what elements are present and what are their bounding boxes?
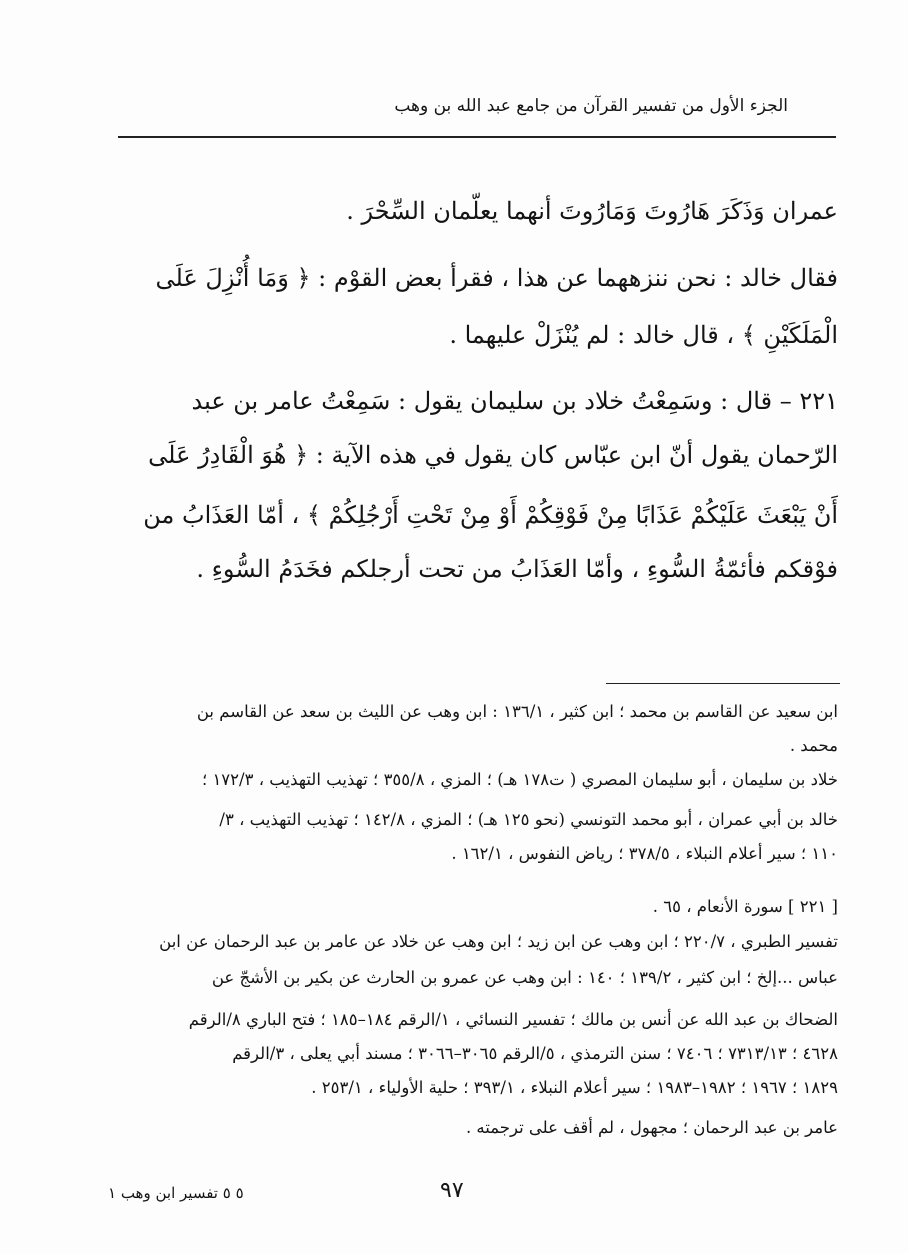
footnote-line: محمد . — [789, 736, 838, 755]
footnote-line: ١١٠ ؛ سير أعلام النبلاء ، ٣٧٨/٥ ؛ رياض النفوس ، ١٦٢/١ . — [451, 844, 838, 863]
footnote-line: خالد بن أبي عمران ، أبو محمد التونسي (نحو ١٢٥ هـ) ؛ المزي ، ١٤٢/٨ ؛ تهذيب التهذيب ، ٣/ — [219, 810, 838, 829]
main-text-line: فقال خالد : نحن ننزههما عن هذا ، فقرأ بعض القوْم : ﴿ وَمَا أُنْزِلَ عَلَى — [155, 264, 838, 292]
footnote-line: عباس ...إلخ ؛ ابن كثير ، ١٣٩/٢ ؛ ١٤٠ : ابن وهب عن عمرو بن الحارث عن بكير بن الأشجّ عن — [211, 968, 838, 987]
footnote-separator — [606, 683, 840, 684]
main-text-line: الْمَلَكَيْنِ ﴾ ، قال خالد : لم يُنْزَلْ عليهما . — [449, 321, 838, 349]
main-text-line: الرّحمان يقول أنّ ابن عبّاس كان يقول في هذه الآية : ﴿ هُوَ الْقَادِرُ عَلَى — [148, 441, 838, 469]
footnote-line: عامر بن عبد الرحمان ؛ مجهول ، لم أقف على ترجمته . — [465, 1118, 838, 1137]
footer-signature: ٥ ٥ تفسير ابن وهب ١ — [108, 1184, 244, 1202]
main-text-line: أَنْ يَبْعَثَ عَلَيْكُمْ عَذَابًا مِنْ فَوْقِكُمْ أَوْ مِنْ تَحْتِ أَرْجُلِكُمْ ﴾ ، أمّا العَذَابُ من — [143, 501, 838, 529]
footnote-line: خلاد بن سليمان ، أبو سليمان المصري ( ت١٧٨ هـ) ؛ المزي ، ٣٥٥/٨ ؛ تهذيب التهذيب ، ١٧٢/٣ ؛ — [201, 770, 838, 789]
main-text-line: فوْقكم فأئمّةُ السُّوءِ ، وأمّا العَذَابُ من تحت أرجلكم فخَدَمُ السُّوءِ . — [196, 555, 838, 583]
main-text-line: ٢٢١ – قال : وسَمِعْتُ خلاد بن سليمان يقول : سَمِعْتُ عامر بن عبد — [191, 387, 838, 415]
footnote-line: ١٨٢٩ ؛ ١٩٦٧ ؛ ١٩٨٢–١٩٨٣ ؛ سير أعلام النبلاء ، ٣٩٣/١ ؛ حلية الأولياء ، ٢٥٣/١ . — [311, 1078, 838, 1097]
footnote-line: [ ٢٢١ ] سورة الأنعام ، ٦٥ . — [652, 897, 838, 916]
main-text-line: عمران وَذَكَرَ هَارُوتَ وَمَارُوتَ أنهما يعلّمان السِّحْرَ . — [346, 197, 838, 225]
header-rule — [118, 136, 836, 138]
footnote-line: ابن سعيد عن القاسم بن محمد ؛ ابن كثير ، ١٣٦/١ : ابن وهب عن الليث بن سعد عن القاسم بن — [196, 702, 838, 721]
page-number: ٩٧ — [440, 1178, 464, 1203]
footnote-line: الضحاك بن عبد الله عن أنس بن مالك ؛ تفسير النسائي ، ١/الرقم ١٨٤–١٨٥ ؛ فتح الباري ٨/الرقم — [188, 1010, 838, 1029]
running-header: الجزء الأول من تفسير القرآن من جامع عبد الله بن وهب — [394, 96, 788, 116]
footnote-line: تفسير الطبري ، ٢٢٠/٧ ؛ ابن وهب عن ابن زيد ؛ ابن وهب عن خلاد عن عامر بن عبد الرحمان عن ابن — [159, 932, 838, 951]
footnote-line: ٤٦٢٨ ؛ ٧٣١٣/١٣ ؛ ٧٤٠٦ ؛ سنن الترمذي ، ٥/الرقم ٣٠٦٥–٣٠٦٦ ؛ مسند أبي يعلى ، ٣/الرقم — [232, 1044, 838, 1063]
